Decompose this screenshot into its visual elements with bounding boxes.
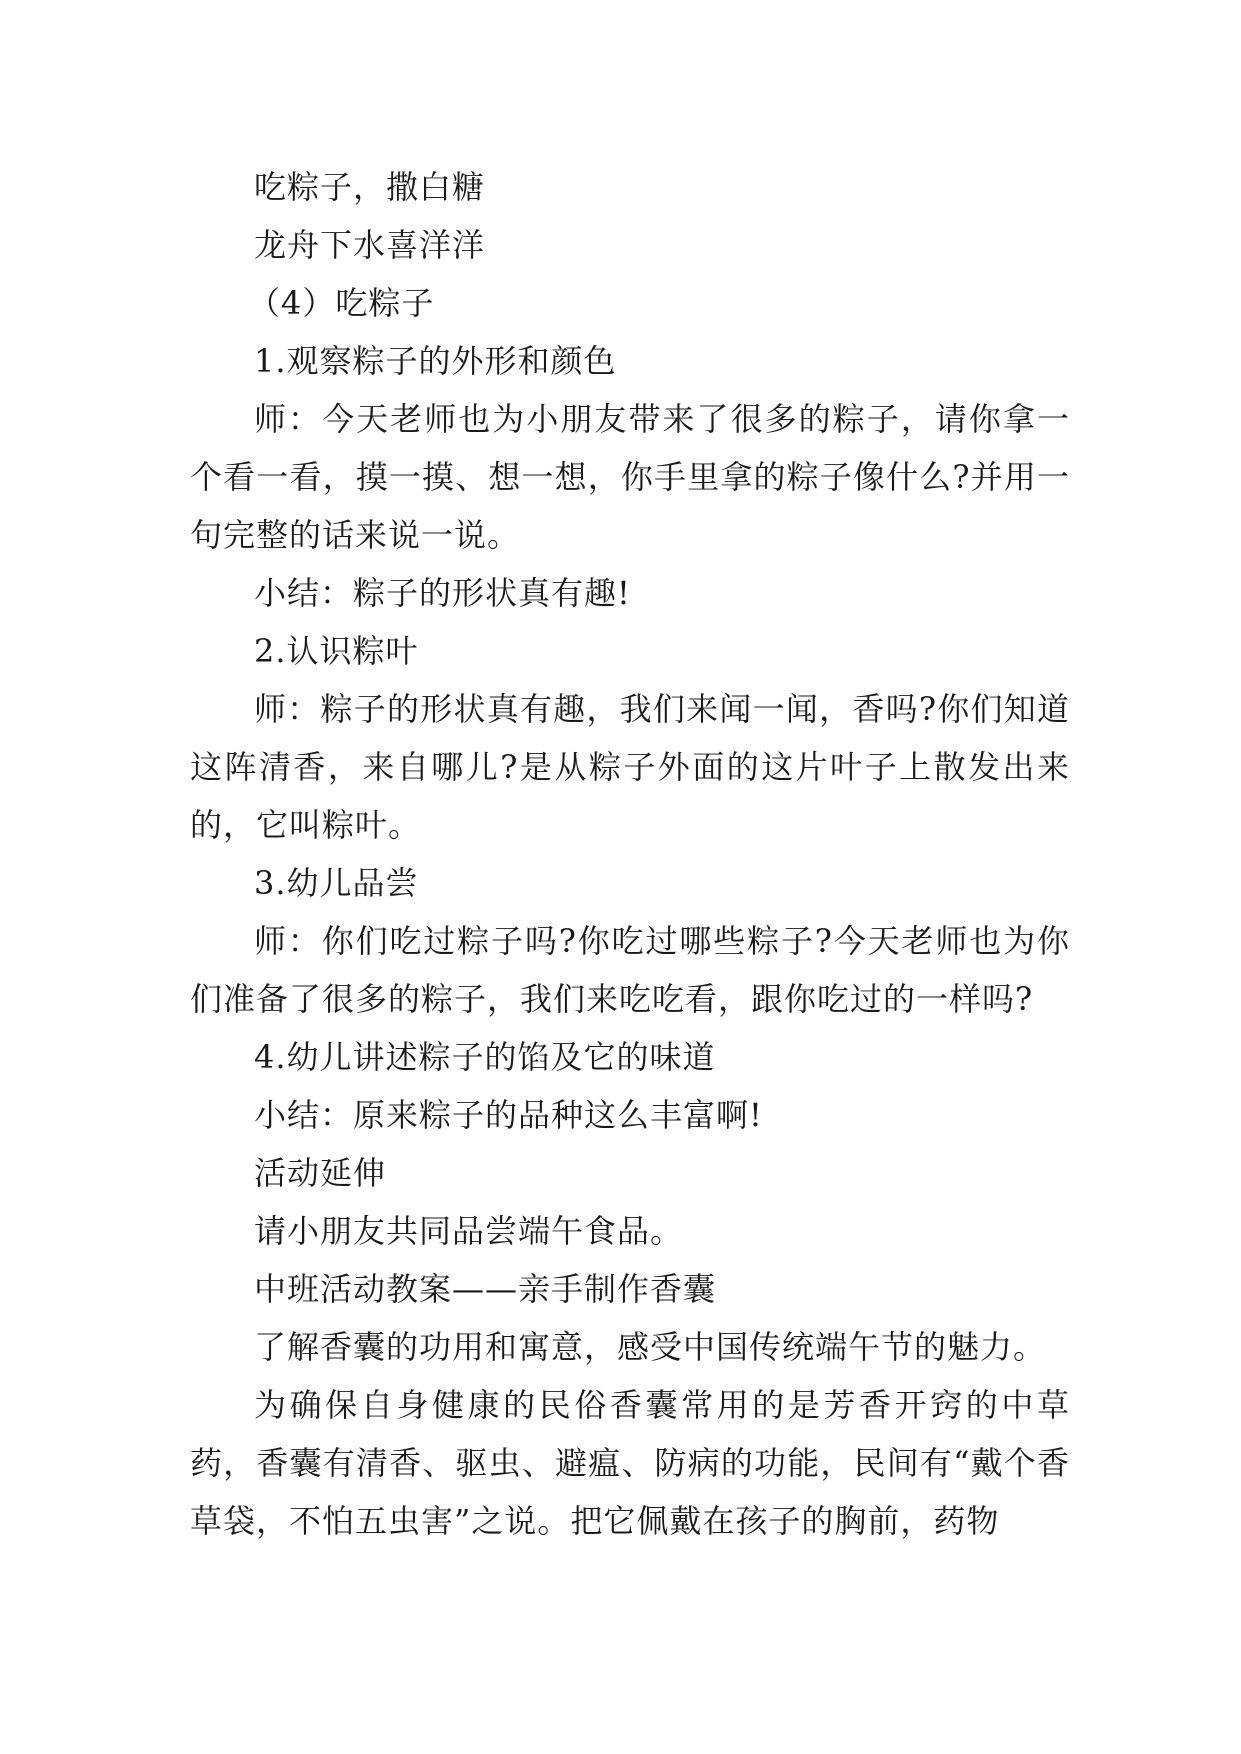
- document-body: [190, 158, 1070, 1550]
- paragraph: 4.幼儿讲述粽子的馅及它的味道: [254, 1038, 716, 1076]
- paragraph: （4）吃粽子: [248, 284, 435, 322]
- paragraph: 1.观察粽子的外形和颜色: [254, 342, 617, 380]
- paragraph: 为确保自身健康的民俗香囊常用的是芳香开窍的中草药，香囊有清香、驱虫、避瘟、防病的功能，民间有“戴个香草袋，不怕五虫害”之说。把它佩戴在孩子的胸前，药物: [190, 1386, 1070, 1540]
- paragraph: 小结：原来粽子的品种这么丰富啊!: [254, 1096, 763, 1134]
- paragraph: 2.认识粽叶: [254, 632, 419, 670]
- paragraph: 师：你们吃过粽子吗?你吃过哪些粽子?今天老师也为你们准备了很多的粽子，我们来吃吃看，跟你吃过的一样吗?: [190, 922, 1070, 1018]
- paragraph: 师：粽子的形状真有趣，我们来闻一闻，香吗?你们知道这阵清香，来自哪儿?是从粽子外面的这片叶子上散发出来的，它叫粽叶。: [190, 690, 1070, 844]
- paragraph: 请小朋友共同品尝端午食品。: [254, 1212, 684, 1250]
- paragraph: 龙舟下水喜洋洋: [254, 226, 486, 264]
- paragraph: 师：今天老师也为小朋友带来了很多的粽子，请你拿一个看一看，摸一摸、想一想，你手里拿的粽子像什么?并用一句完整的话来说一说。: [190, 400, 1070, 554]
- section-heading: 活动延伸: [254, 1154, 387, 1192]
- section-heading: 中班活动教案——亲手制作香囊: [254, 1270, 717, 1308]
- paragraph: 吃粽子，撒白糖: [254, 168, 486, 206]
- paragraph: 小结：粽子的形状真有趣!: [254, 574, 631, 612]
- paragraph: 3.幼儿品尝: [254, 864, 419, 902]
- paragraph: 了解香囊的功用和寓意，感受中国传统端午节的魅力。: [254, 1328, 1047, 1366]
